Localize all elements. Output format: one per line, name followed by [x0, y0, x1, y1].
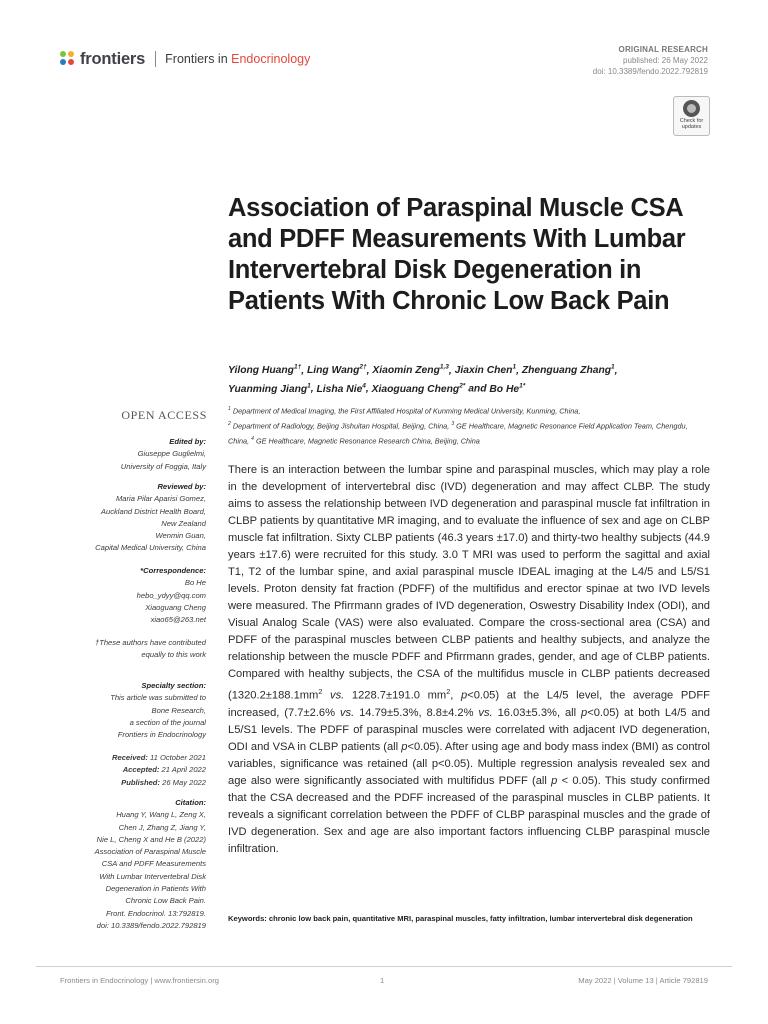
keywords: Keywords: chronic low back pain, quantitative MRI, paraspinal muscles, fatty infiltration, lumbar intervertebral disk degeneration	[228, 914, 693, 923]
correspondent-name: Xiaoguang Cheng	[145, 602, 206, 612]
reviewer-line: Wenmin Guan,	[155, 531, 206, 541]
affiliation-3: GE Healthcare, Magnetic Resonance Field Application Team, Chengdu, China,	[228, 421, 688, 446]
author[interactable]: Xiaomin Zeng$^{1,3}$	[372, 364, 449, 377]
correspondence-label: *Correspondence:	[140, 566, 206, 575]
affiliation-2: Department of Radiology, Beijing Jishuitan Hospital, Beijing, China,	[232, 421, 450, 431]
frontiers-logo[interactable]	[60, 47, 310, 71]
author[interactable]: Lisha Nie$^4$	[316, 382, 366, 395]
correspondent-name: Bo He	[184, 578, 206, 588]
reviewer-line: New Zealand	[161, 518, 206, 528]
abstract-text: There is an interaction between the lumbar spine and paraspinal muscles, which may play a role in the development of intervertebral disc (IVD) degeneration and may affect CLBP. The study aims to assess the relationship between IVD degeneration and paraspinal muscle fat infiltration in CLBP patients by quantitative MR imaging, and to evaluate the influence of sex and age on CLBP muscle fat infiltration. Sixty CLBP patients (46.3 years ±17.0) and thirty-two healthy subjects (44.9 years ±17.6) were recruited for this study. 3.0 T MRI was used to perform the sagittal and axial T1, T2 of the lumbar spine, and axial paraspinal muscle IDEAL imaging at the L4/5 and L5/S1 levels. Proton density fat fraction (PDFF) of the multifidus and erector spinae at two IVD levels were measured. The Pfirrmann grades of IVD degeneration, Oswestry Disability Index (ODI), and Visual Analog Scale (VAS) were also evaluated. Compare the cross-sectional area (CSA) and PDFF of the paraspinal muscles between CLBP patients and healthy subjects, and analyze the relationship between the muscle PDFF and Pfirrmann grades, gender, and age of CLBP patients. Compared with healthy subjects, the CSA of the multifidus muscle in CLBP patients decreased ($1320.2\pm 188.1mm^2$ vs. 1228.7±191.0 $mm^2$, p<0.05) at the L4/5 level, the average PDFF increased, (7.7±2.6% vs. 14.79±5.3%, 8.8±4.2% vs. 16.03±5.3%, all p<0.05) at both L4/5 and L5/S1 levels. The PDFF of paraspinal muscles were correlated with adjacent IVD degeneration, ODI and VSA in CLBP patients (all p<0.05). After using age and body mass index (BMI) as control variables, significance was retained (all p<0.05). Multiple regression analysis revealed sex and age also were significantly associated with multifidus PDFF (all p < 0.05). This study confirmed that the CSA decreased and the PDFF increased of the paraspinal muscles in CLBP patients. It reveals a significant correlation between the PDFF of CLBP paraspinal muscles and the grade of IVD degeneration. Sex and age are also important factors influencing CLBP paraspinal muscle infiltration.	[228, 464, 711, 855]
author[interactable]: Yilong Huang$^{1\dagger}$	[228, 364, 302, 377]
footer-issue-info: May 2022 | Volume 13 | Article 792819	[578, 976, 708, 985]
edited-by-label: Edited by:	[169, 437, 206, 446]
logo-divider	[155, 51, 156, 67]
received-date: Received: 11 October 2021	[111, 753, 206, 762]
article-title: Association of Paraspinal Muscle CSA and PDFF Measurements With Lumbar Intervertebral Disk Degeneration in Patients With Chronic Low Back Pain	[228, 194, 686, 315]
author[interactable]: Bo $He^{1*}$	[489, 382, 526, 395]
affiliations: $^1$ Department of Medical Imaging, the First Affiliated Hospital of Kunming Medical University, Kunming, China, $^2$ Department of Radiology, Beijing Jishuitan Hospital, Beijing, China, $^3$ GE Healthcare, Magnetic Resonance Field Application Team, Chengdu, China, $^4$ GE Healthcare, Magnetic Resonance Research China, Beijing, China	[228, 406, 688, 446]
edited-by-section	[40, 436, 206, 473]
citation-line: Chen J, Zhang Z, Jiang Y,	[118, 822, 206, 832]
open-access-label: OPEN ACCESS	[121, 408, 207, 422]
check-for-updates-button[interactable]	[673, 96, 710, 136]
specialty-section	[40, 680, 206, 741]
affiliation-4: GE Healthcare, Magnetic Resonance Research China, Beijing, China	[255, 436, 480, 446]
citation-line: Degeneration in Patients With	[105, 884, 206, 894]
author[interactable]: Zhenguang Zhang$^1$	[521, 364, 615, 377]
reviewer-line: Auckland District Health Board,	[100, 506, 206, 516]
citation-section	[40, 797, 206, 932]
check-updates-label: Check for updates	[679, 118, 704, 130]
dates-section	[40, 752, 206, 789]
specialty-line: Bone Research,	[151, 705, 206, 715]
author[interactable]: Ling Wang$^{2\dagger}$	[306, 364, 367, 377]
reviewer-line: Maria Pilar Aparisi Gomez,	[115, 494, 206, 504]
journal-name	[165, 52, 310, 66]
brand-name: frontiers	[80, 49, 146, 68]
author[interactable]: Yuanming Jiang$^1$	[228, 382, 311, 395]
doi-link[interactable]: doi: 10.3389/fendo.2022.792819	[592, 67, 708, 76]
reviewed-by-section	[40, 481, 206, 555]
journal-prefix: Frontiers in	[165, 52, 232, 66]
affiliation-1: Department of Medical Imaging, the First Affiliated Hospital of Kunming Medical University, Kunming, China,	[232, 406, 581, 416]
author-joiner: and	[465, 383, 490, 395]
check-updates-icon	[683, 100, 700, 117]
frontiers-logo-icon	[60, 51, 76, 67]
citation-line: Nie L, Cheng X and He B (2022)	[96, 834, 206, 844]
citation-doi[interactable]: doi: 10.3389/fendo.2022.792819	[96, 920, 206, 930]
equal-contribution-note: †These authors have contributed equally to this work	[94, 638, 206, 660]
citation-line: With Lumbar Intervertebral Disk	[99, 871, 206, 881]
reviewed-by-label: Reviewed by:	[157, 482, 206, 491]
reviewer-line: Capital Medical University, China	[95, 543, 206, 553]
correspondence-section	[40, 565, 206, 626]
specialty-line: a section of the journal	[129, 717, 206, 727]
published-date-side: Published: 26 May 2022	[121, 777, 206, 787]
specialty-line: This article was submitted to	[110, 693, 206, 703]
specialty-line: Frontiers in Endocrinology	[117, 730, 206, 740]
journal-title: Endocrinology	[231, 52, 311, 66]
correspondent-email[interactable]: hebo_ydyy@qq.com	[136, 590, 206, 600]
citation-label: Citation:	[175, 798, 206, 807]
editor-name: Giuseppe Guglielmi,	[137, 449, 206, 459]
footer-divider	[36, 966, 732, 967]
editor-affiliation: University of Foggia, Italy	[120, 461, 206, 471]
page-number: 1	[380, 976, 385, 985]
citation-line: Front. Endocrinol. 13:792819.	[105, 908, 206, 918]
citation-line: Association of Paraspinal Muscle	[94, 847, 206, 857]
footer-journal-link[interactable]: Frontiers in Endocrinology | www.frontiersin.org	[60, 976, 219, 985]
citation-line: CSA and PDFF Measurements	[101, 859, 206, 869]
specialty-label: Specialty section:	[141, 681, 206, 690]
article-type: ORIGINAL RESEARCH	[618, 45, 708, 54]
accepted-date: Accepted: 21 April 2022	[122, 765, 206, 775]
author[interactable]: Xiaoguang Cheng$^{2*}$	[371, 382, 466, 395]
published-date: published: 26 May 2022	[623, 56, 708, 65]
author[interactable]: Jiaxin Chen$^1$	[454, 364, 517, 377]
citation-line: Huang Y, Wang L, Zeng X,	[116, 810, 206, 820]
author-list: Yilong Huang$^{1\dagger}$, Ling Wang$^{2\dagger}$, Xiaomin Zeng$^{1,3}$, Jiaxin Chen$^1$, Zhenguang Zhang$^1$, Yuanming Jiang$^1$, Lisha Nie$^4$, Xiaoguang Cheng$^{2*}$ and Bo $He^{1*}$	[228, 364, 618, 395]
citation-line: Chronic Low Back Pain.	[125, 896, 206, 906]
correspondent-email[interactable]: xiao65@263.net	[150, 615, 206, 625]
